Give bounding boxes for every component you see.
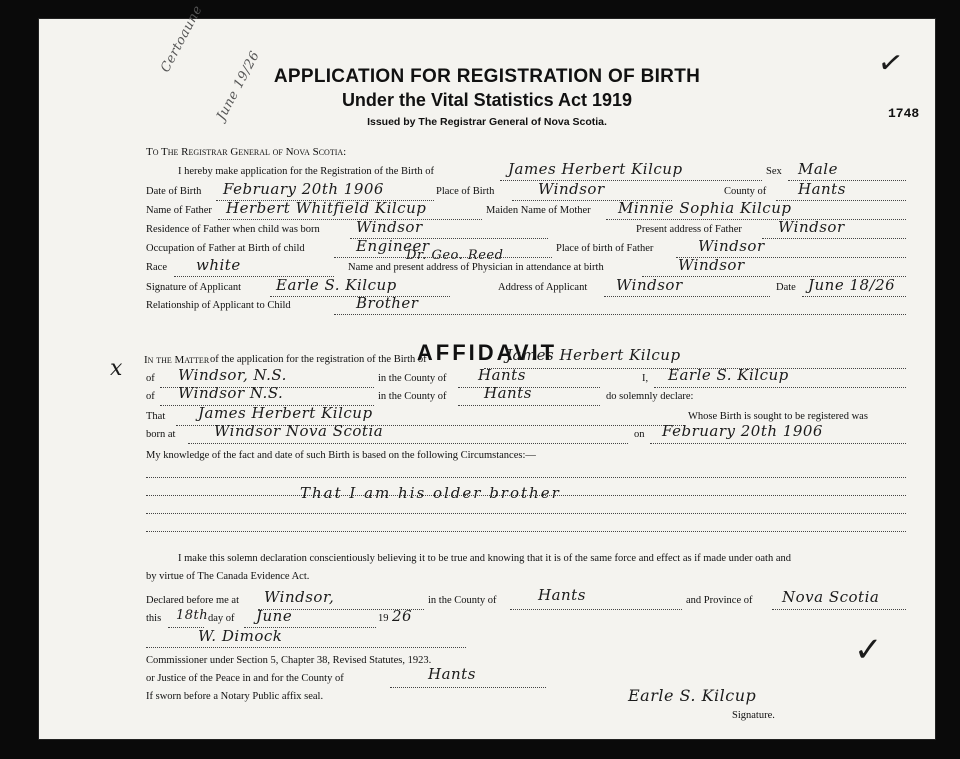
physician-label: Name and present address of Physician in attendance at birth: [348, 262, 604, 273]
signature-label: Signature.: [732, 710, 775, 721]
father-label: Name of Father: [146, 205, 212, 216]
this-label: this: [146, 613, 162, 624]
on-value: February 20th 1906: [662, 422, 823, 440]
county-label: County of: [724, 186, 767, 197]
justice-county-line: [390, 687, 546, 688]
province-label: and Province of: [686, 595, 753, 606]
county2-label: in the County of: [378, 391, 447, 402]
born-at-label: born at: [146, 429, 176, 440]
dob-label: Date of Birth: [146, 186, 202, 197]
circ-line-4: [146, 531, 906, 532]
mother-value: Minnie Sophia Kilcup: [618, 199, 792, 217]
of2-value: Windsor N.S.: [178, 384, 284, 402]
date-value: June 18/26: [808, 276, 896, 294]
born-at-line: [188, 443, 628, 444]
knowledge-label: My knowledge of the fact and date of such Birth is based on the following Circumstances:—: [146, 450, 536, 461]
date-label: Date: [776, 282, 796, 293]
province-line: [772, 609, 906, 610]
check-mark-top: ✓: [875, 44, 907, 83]
form-subtitle: Under the Vital Statistics Act 1919: [341, 90, 633, 110]
county-value: Hants: [798, 180, 846, 198]
notary-text: If sworn before a Notary Public affix seal.: [146, 691, 324, 702]
commissioner-text: Commissioner under Section 5, Chapter 38, Revised Statutes, 1923.: [146, 655, 432, 666]
pob-value: Windsor: [538, 180, 605, 198]
child-name-value: James Herbert Kilcup: [508, 160, 683, 178]
that-label: That: [146, 411, 166, 422]
margin-note-2: June 19/26: [214, 48, 264, 124]
race-value: white: [196, 256, 241, 274]
evidence-act-text: by virtue of The Canada Evidence Act.: [146, 571, 310, 582]
present-addr-label: Present address of Father: [636, 224, 742, 235]
sig-label: Signature of Applicant: [146, 282, 242, 293]
dob-value: February 20th 1906: [223, 180, 384, 198]
relationship-label: Relationship of Applicant to Child: [146, 300, 291, 311]
county2-line: [458, 405, 600, 406]
in-county-of-label: in the County of: [428, 595, 497, 606]
month-value: June: [256, 607, 293, 625]
circ-line-1: [146, 477, 906, 478]
residence-label: Residence of Father when child was born: [146, 224, 320, 235]
county1-label: in the County of: [378, 373, 447, 384]
pob-label: Place of Birth: [436, 186, 495, 197]
applicant-addr-value: Windsor: [616, 276, 683, 294]
county1-value: Hants: [478, 366, 526, 384]
present-addr-line: [762, 238, 906, 239]
physician-value: Dr. Geo. Reed: [406, 248, 504, 263]
father-pob-label: Place of birth of Father: [556, 243, 654, 254]
declared-before-label: Declared before me at: [146, 595, 239, 606]
declare-label: do solemnly declare:: [606, 391, 694, 402]
in-matter-label: In the Matter: [144, 354, 210, 366]
born-at-value: Windsor Nova Scotia: [214, 422, 384, 440]
sex-value: Male: [798, 160, 838, 178]
circumstances-value: That I am his older brother: [300, 484, 561, 502]
father-pob-value: Windsor: [698, 237, 765, 255]
mother-line: [606, 219, 906, 220]
race-label: Race: [146, 262, 167, 273]
mother-label: Maiden Name of Mother: [486, 205, 591, 216]
physician-addr-value: Windsor: [678, 256, 745, 274]
justice-county-value: Hants: [428, 665, 476, 683]
sig-value: Earle S. Kilcup: [276, 276, 397, 294]
day-of-label: day of: [208, 613, 235, 624]
county2-value: Hants: [484, 384, 532, 402]
on-label: on: [634, 429, 645, 440]
sex-label: Sex: [766, 166, 782, 177]
margin-note-1: Certoaune: [158, 3, 206, 76]
solemn-text: I make this solemn declaration conscientiously believing it to be true and knowing that it is of the same force and effect as if made under oath and: [178, 553, 791, 564]
of2-label: of: [146, 391, 155, 402]
i-label: I,: [642, 373, 649, 384]
applicant-addr-label: Address of Applicant: [498, 282, 588, 293]
birth-registration-form: [38, 3, 936, 740]
margin-x-mark: x: [110, 356, 123, 381]
whose-birth-label: Whose Birth is sought to be registered was: [688, 411, 868, 422]
province-value: Nova Scotia: [782, 588, 880, 606]
that-value: James Herbert Kilcup: [198, 404, 373, 422]
county-line: [776, 200, 906, 201]
form-title: APPLICATION FOR REGISTRATION OF BIRTH: [273, 66, 701, 87]
relationship-line: [334, 314, 906, 315]
year-prefix: 19: [378, 613, 389, 624]
year-suffix: 26: [392, 607, 413, 625]
occupation-label: Occupation of Father at Birth of child: [146, 243, 305, 254]
residence-value: Windsor: [356, 218, 423, 236]
declared-place-value: Windsor,: [264, 588, 335, 606]
form-number: 1748: [888, 106, 920, 121]
justice-text: or Justice of the Peace in and for the County of: [146, 673, 344, 684]
in-matter-rest: of the application for the registration of the Birth of: [210, 354, 427, 365]
deponent-line: [654, 387, 906, 388]
father-value: Herbert Whitfield Kilcup: [226, 199, 427, 217]
relationship-value: Brother: [356, 294, 419, 312]
aff-child-value: James Herbert Kilcup: [506, 346, 681, 364]
applicant-addr-line: [604, 296, 770, 297]
day-value: 18th: [176, 608, 209, 623]
father-line: [218, 219, 482, 220]
deponent-signature: Earle S. Kilcup: [628, 686, 757, 705]
commissioner-signature: W. Dimock: [198, 627, 283, 645]
on-line: [650, 443, 906, 444]
addressee: To The Registrar General of Nova Scotia:: [146, 146, 347, 158]
present-addr-value: Windsor: [778, 218, 845, 236]
declared-county-value: Hants: [538, 586, 586, 604]
of1-label: of: [146, 373, 155, 384]
intro-label: I hereby make application for the Registration of the Birth of: [178, 166, 435, 177]
circ-line-3: [146, 513, 906, 514]
deponent-value: Earle S. Kilcup: [668, 366, 789, 384]
affidavit-title: AFFIDAVIT: [416, 340, 558, 365]
check-mark: ✓: [854, 630, 883, 670]
commissioner-sig-line: [146, 647, 466, 648]
declared-county-line: [510, 609, 682, 610]
date-line: [802, 296, 906, 297]
occupation-value: Engineer: [356, 237, 430, 255]
of1-value: Windsor, N.S.: [178, 366, 287, 384]
issued-by: Issued by The Registrar General of Nova Scotia.: [367, 116, 607, 128]
